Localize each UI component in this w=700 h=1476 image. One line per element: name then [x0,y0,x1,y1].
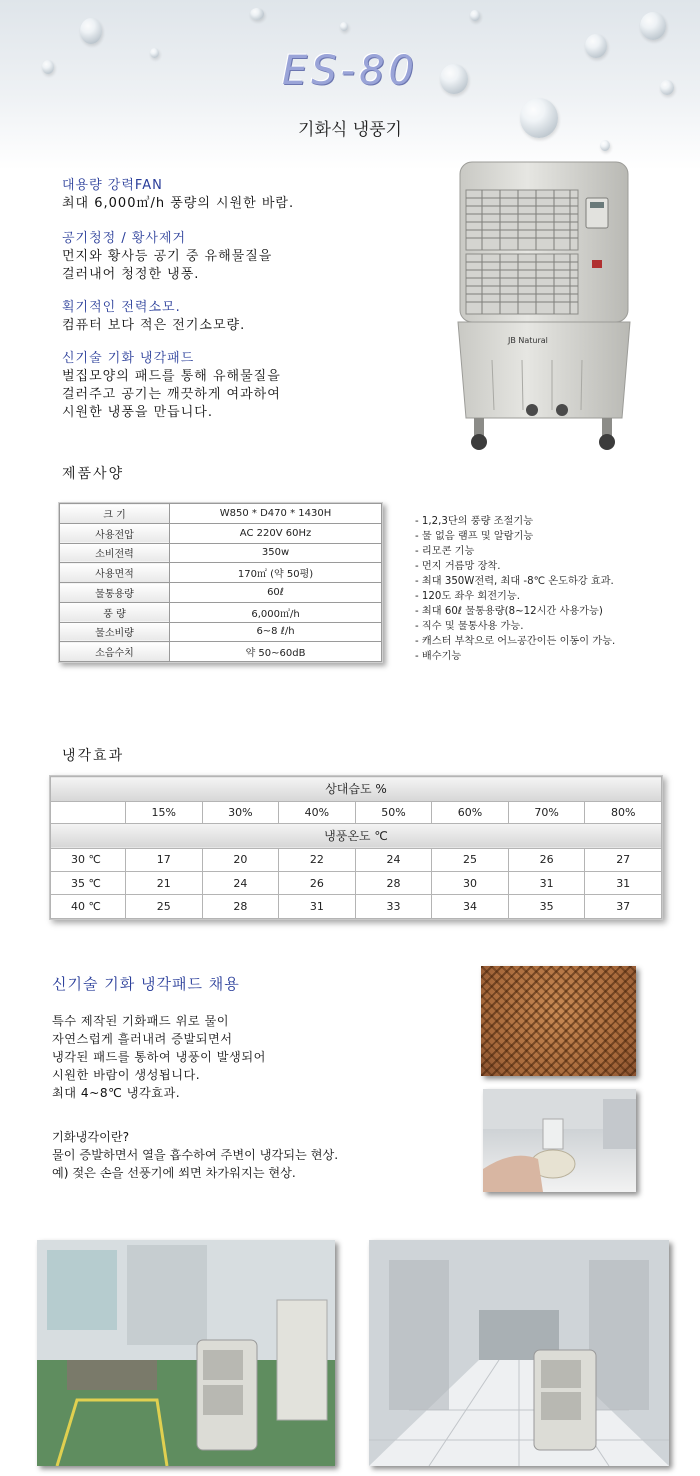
spec-value: 60ℓ [170,583,382,603]
feature-line: 벌집모양의 패드를 통해 유해물질을 [62,369,281,384]
spec-row [60,523,382,543]
humidity-cell: 30% [202,801,279,823]
spec-value: 350w [170,543,382,563]
cooling-cell: 21 [126,871,203,894]
feature-line: 시원한 냉풍을 만듭니다. [62,405,213,420]
spec-key: 물소비량 [60,622,170,642]
pad-line: 자연스럽게 흘러내려 증발되면서 [52,1032,233,1046]
function-item: - 리모콘 기능 [415,546,475,557]
output-band-row [51,823,662,848]
cooling-cell: 26 [508,848,585,871]
cooling-cell: 20 [202,848,279,871]
cooling-cell: 31 [508,871,585,894]
pad-line: 최대 4~8℃ 냉각효과. [52,1086,181,1100]
spec-row [60,622,382,642]
spec-value: AC 220V 60Hz [170,523,382,543]
humidity-cell: 40% [279,801,356,823]
cooling-cell: 17 [126,848,203,871]
cooling-cell: 25 [126,895,203,919]
function-item: - 먼지 거름망 장착. [415,561,501,572]
spec-row [60,504,382,524]
spec-table [59,503,382,662]
cooling-cell: 28 [355,871,432,894]
corner-cell [51,801,126,823]
water-tank-photo [483,1089,636,1192]
pad-line: 특수 제작된 기화패드 위로 물이 [52,1014,230,1028]
humidity-label: 상대습도 % [51,777,662,802]
humidity-header-row [51,801,662,823]
cooling-row [51,848,662,871]
spec-key: 물통용량 [60,583,170,603]
cooling-pad-photo [481,966,636,1076]
spec-key: 소비전력 [60,543,170,563]
output-temp-label: 냉풍온도 ℃ [51,823,662,848]
humidity-cell: 50% [355,801,432,823]
water-drop [340,22,348,31]
spec-key: 사용전압 [60,523,170,543]
cooling-row [51,871,662,894]
function-item: - 120도 좌우 회전기능. [415,591,520,602]
feature-pad [62,350,392,422]
humidity-cell: 80% [585,801,662,823]
spec-value: 170㎡ (약 50평) [170,563,382,583]
cooling-section-title: 냉각효과 [62,748,125,764]
input-temp-cell: 40 ℃ [51,895,126,919]
definition-line: 물이 증발하면서 열을 흡수하여 주변이 냉각되는 현상. [52,1148,339,1162]
function-item: - 최대 60ℓ 물통용량(8~12시간 사용가능) [415,606,603,617]
cooling-cell: 28 [202,895,279,919]
function-item: - 물 없음 램프 및 알람기능 [415,531,534,542]
feature-power [62,299,392,335]
feature-line: 컴퓨터 보다 적은 전기소모량. [62,318,246,333]
spec-table-card [58,502,383,663]
feature-title: 신기술 기화 냉각패드 [62,351,195,366]
installation-photo-corridor [369,1240,669,1466]
input-temp-cell: 35 ℃ [51,871,126,894]
spec-section-title: 제품사양 [62,466,125,482]
cooling-row [51,895,662,919]
pad-section-title: 신기술 기화 냉각패드 채용 [52,975,240,993]
cooling-table-card [49,775,663,920]
feature-line: 최대 6,000㎥/h 풍량의 시원한 바람. [62,196,295,211]
cooling-cell: 35 [508,895,585,919]
spec-key: 크 기 [60,504,170,524]
function-item: - 직수 및 물통사용 가능. [415,621,524,632]
feature-line: 걸러주고 공기는 깨끗하게 여과하여 [62,387,281,402]
spec-value: W850 * D470 * 1430H [170,504,382,524]
spec-key: 풍 량 [60,602,170,622]
humidity-band-row [51,777,662,802]
cooling-cell: 24 [355,848,432,871]
water-drop [600,140,610,151]
cooling-cell: 26 [279,871,356,894]
humidity-cell: 70% [508,801,585,823]
cooling-cell: 33 [355,895,432,919]
cooling-cell: 27 [585,848,662,871]
feature-line: 먼지와 황사등 공기 중 유해물질을 [62,249,273,264]
cooling-cell: 31 [585,871,662,894]
function-list [415,514,700,664]
office-scene-illustration [37,1240,335,1466]
pad-line: 시원한 바람이 생성됩니다. [52,1068,201,1082]
spec-row [60,543,382,563]
function-item: - 최대 350W전력, 최대 -8℃ 온도하강 효과. [415,576,614,587]
spec-row [60,583,382,603]
feature-title: 획기적인 전력소모. [62,300,181,315]
pad-line: 냉각된 패드를 통하여 냉풍이 발생되어 [52,1050,266,1064]
feature-line: 걸러내어 청정한 냉풍. [62,267,200,282]
water-drop [250,8,264,20]
spec-value: 6~8 ℓ/h [170,622,382,642]
feature-air-clean [62,230,392,284]
feature-title: 공기청정 / 황사제거 [62,231,187,246]
cooling-cell: 22 [279,848,356,871]
water-drop [80,18,102,44]
spec-row [60,642,382,662]
spec-value: 약 50~60dB [170,642,382,662]
pad-description [52,1012,472,1102]
spec-row [60,563,382,583]
product-subtitle: 기화식 냉풍기 [298,120,402,140]
air-cooler-product-image [452,160,637,465]
feature-title: 대용량 강력FAN [62,178,163,193]
function-item: - 캐스터 부착으로 어느공간이든 이동이 가능. [415,636,616,647]
installation-photo-office [37,1240,335,1466]
input-temp-cell: 30 ℃ [51,848,126,871]
humidity-cell: 60% [432,801,509,823]
cooling-cell: 34 [432,895,509,919]
cooling-cell: 25 [432,848,509,871]
cooling-cell: 24 [202,871,279,894]
cooling-table [50,776,662,919]
water-drop [640,12,666,40]
water-tank-illustration [483,1089,636,1192]
humidity-cell: 15% [126,801,203,823]
model-title: ES-80 [282,48,418,94]
spec-key: 소음수치 [60,642,170,662]
cooling-cell: 30 [432,871,509,894]
spec-value: 6,000㎥/h [170,602,382,622]
definition-line: 예) 젖은 손을 선풍기에 쐬면 차가워지는 현상. [52,1166,296,1180]
cooling-cell: 37 [585,895,662,919]
corridor-scene-illustration [369,1240,669,1466]
definition-line: 기화냉각이란? [52,1130,130,1144]
function-item: - 배수기능 [415,651,462,662]
water-drop [470,10,480,21]
cooling-cell: 31 [279,895,356,919]
feature-fan [62,177,392,213]
spec-key: 사용면적 [60,563,170,583]
spec-row [60,602,382,622]
brand-label: JB Natural [508,336,548,345]
evaporative-cooling-definition [52,1128,472,1182]
function-item: - 1,2,3단의 풍량 조절기능 [415,516,534,527]
